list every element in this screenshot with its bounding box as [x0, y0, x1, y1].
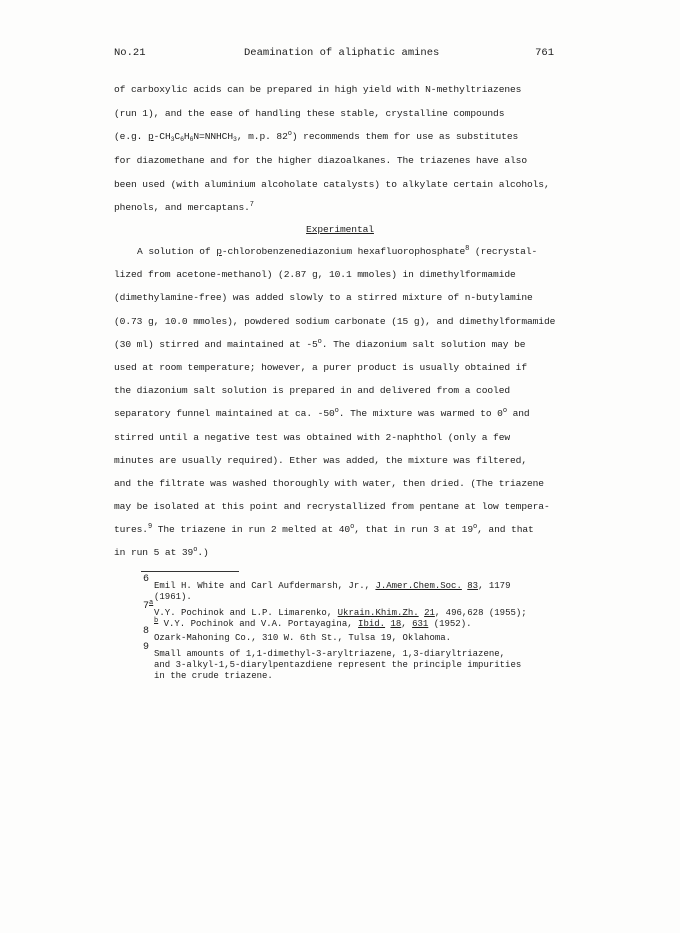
text-span: 7 [143, 601, 150, 612]
text-span: V.Y. Pochinok and L.P. Limarenko, [154, 608, 338, 618]
text-span: the diazonium salt solution is prepared in and delivered from a cooled [114, 385, 511, 396]
footnote-sub-label: b [154, 617, 159, 625]
text-span: tures. [114, 524, 148, 535]
text-span: (run 1), and the ease of handling these stable, crystalline compounds [114, 108, 505, 119]
body-line [114, 269, 516, 280]
text-span: . The mixture was warmed to 0 [338, 408, 503, 419]
text-span: and the filtrate was washed thoroughly with water, then dried. (The triazene [114, 478, 544, 489]
formula-part: H [183, 131, 190, 142]
subscript: 3 [233, 136, 237, 143]
body-line [114, 524, 534, 535]
degree-sign: o [317, 338, 322, 346]
body-line [114, 155, 527, 166]
body-line [114, 432, 510, 443]
formula-part: N=NNHCH [193, 131, 233, 142]
text-span: used at room temperature; however, a purer product is usually obtained if [114, 362, 527, 373]
body-line [137, 246, 537, 257]
body-line [114, 339, 525, 350]
journal-issue: No.21 [114, 47, 146, 59]
body-line [114, 108, 504, 119]
body-line [114, 292, 533, 303]
text-span: A solution of [137, 246, 217, 257]
body-line [114, 478, 544, 489]
section-heading [0, 224, 680, 235]
subscript: 6 [180, 136, 184, 143]
footnote-divider [141, 571, 239, 572]
text-span: (1952). [428, 619, 472, 629]
page-number: 761 [535, 47, 554, 59]
body-line [114, 455, 527, 466]
footnote-ref: 9 [147, 523, 153, 531]
journal-volume: 18 [390, 619, 402, 629]
para-prefix: p [216, 246, 222, 257]
text-span: in run 5 at 39 [114, 547, 194, 558]
footnote-number: 9 [143, 642, 150, 653]
body-line [114, 547, 209, 558]
text-span: , [401, 619, 413, 629]
text-span: separatory funnel maintained at ca. -50 [114, 408, 335, 419]
footnote-ref: 7 [249, 201, 254, 209]
journal-name: Ukrain.Khim.Zh. [337, 608, 419, 618]
degree-sign: o [287, 130, 292, 138]
para-prefix: p [147, 131, 154, 142]
text-span: , and that [477, 524, 534, 535]
text-span: (0.73 g, 10.0 mmoles), powdered sodium carbonate (15 g), and dimethylformamide [114, 316, 556, 327]
body-line [114, 179, 550, 190]
footnote-line: and 3-alkyl-1,5-diarylpentazdiene represent the principle impurities [154, 660, 522, 670]
degree-sign: o [334, 407, 339, 415]
text-span: (e.g. [114, 131, 148, 142]
melting-point: , m.p. 82 [236, 131, 288, 142]
journal-volume: 83 [467, 581, 479, 591]
body-line [114, 202, 254, 213]
text-span: (dimethylamine-free) was added slowly to a stirred mixture of n-butylamine [114, 292, 533, 303]
footnote-line [154, 619, 472, 629]
footnote-line: (1961). [154, 592, 192, 602]
footnote-number [143, 601, 153, 612]
footnote-line: Small amounts of 1,1-dimethyl-3-aryltriazene, 1,3-diaryltriazene, [154, 649, 506, 659]
footnote-line: in the crude triazene. [154, 671, 273, 681]
text-span: . The diazonium salt solution may be [321, 339, 526, 350]
text-span: of carboxylic acids can be prepared in high yield with N-methyltriazenes [114, 84, 522, 95]
text-span: V.Y. Pochinok and V.A. Portayagina, [158, 619, 359, 629]
footnote-number: 8 [143, 626, 150, 637]
formula-part: C [174, 131, 181, 142]
text-span: , that in run 3 at 19 [354, 524, 473, 535]
formula-part: -CH [153, 131, 171, 142]
section-heading-text: Experimental [306, 224, 374, 235]
degree-sign: o [193, 546, 198, 554]
text-span: , 1179 [478, 581, 511, 591]
footnote-sub-label: a [149, 599, 154, 607]
body-line [114, 131, 518, 142]
body-line [114, 501, 550, 512]
journal-volume: 21 [424, 608, 435, 618]
body-line [114, 316, 555, 327]
subscript: 3 [170, 136, 175, 143]
body-line [114, 408, 530, 419]
body-line [114, 385, 510, 396]
text-span: ) recommends them for use as substitutes [291, 131, 519, 142]
text-span: .) [197, 547, 209, 558]
text-span: minutes are usually required). Ether was added, the mixture was filtered, [114, 455, 527, 466]
text-span: , 496,628 (1955); [434, 608, 527, 618]
journal-name: J.Amer.Chem.Soc. [375, 581, 462, 591]
page-header [114, 47, 554, 61]
degree-sign: o [502, 407, 507, 415]
text-span: -chlorobenzenediazonium hexafluorophosphate [221, 246, 466, 257]
degree-sign: o [350, 523, 355, 531]
text-span: for diazomethane and for the higher diazoalkanes. The triazenes have also [114, 155, 527, 166]
text-span: (30 ml) stirred and maintained at -5 [114, 339, 318, 350]
text-span: may be isolated at this point and recrystallized from pentane at low tempera- [114, 501, 550, 512]
degree-sign: o [473, 523, 478, 531]
body-line [114, 84, 521, 95]
text-span: stirred until a negative test was obtained with 2-naphthol (only a few [114, 432, 511, 443]
footnote-number: 6 [143, 574, 150, 585]
text-span: Emil H. White and Carl Aufdermarsh, Jr., [154, 581, 376, 591]
text-span: lized from acetone-methanol) (2.87 g, 10.1 mmoles) in dimethylformamide [114, 269, 516, 280]
text-span: and [506, 408, 530, 419]
text-span: The triazene in run 2 melted at 40 [152, 524, 351, 535]
text-span: been used (with aluminium alcoholate catalysts) to alkylate certain alcohols, [114, 179, 550, 190]
running-title: Deamination of aliphatic amines [244, 47, 440, 59]
body-line [114, 362, 527, 373]
subscript: 6 [189, 136, 194, 143]
footnote-line [154, 581, 510, 591]
text-span: phenols, and mercaptans. [114, 202, 250, 213]
page-ref: 631 [412, 619, 429, 629]
text-span: (recrystal- [469, 246, 538, 257]
footnote-ref: 8 [465, 245, 470, 253]
footnote-line: Ozark-Mahoning Co., 310 W. 6th St., Tulsa 19, Oklahoma. [154, 633, 452, 643]
journal-name: Ibid. [358, 619, 386, 629]
footnote-line [154, 608, 527, 618]
